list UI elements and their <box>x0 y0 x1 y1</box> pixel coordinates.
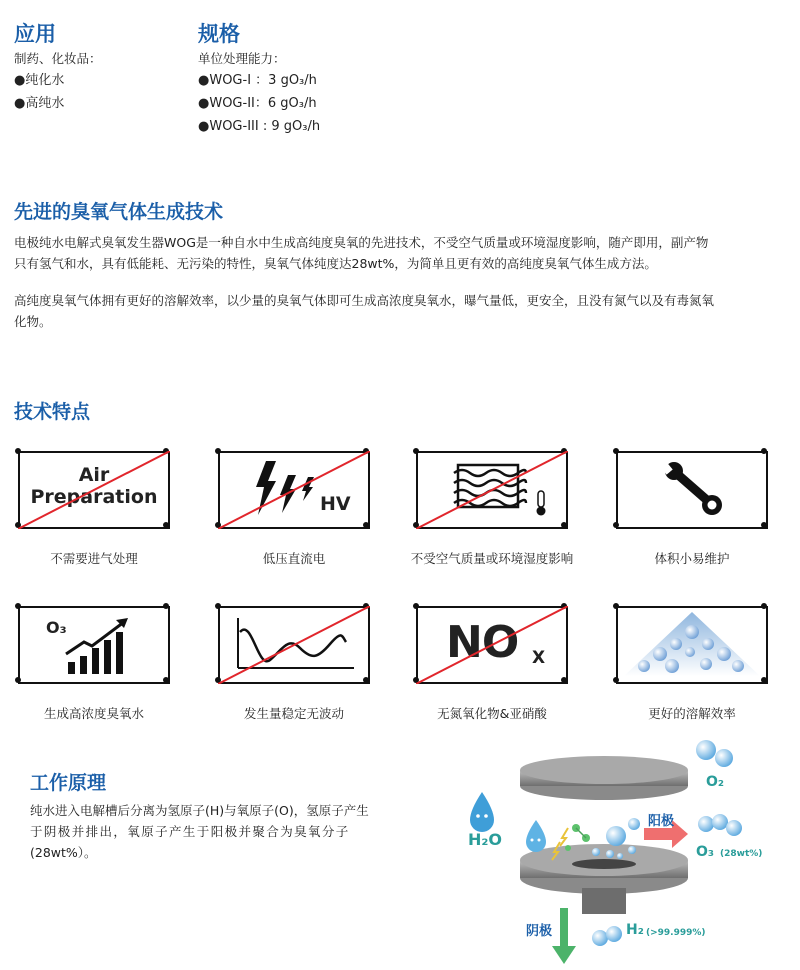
application-item: ●高纯水 <box>14 96 65 111</box>
tech-para2-line2: 化物。 <box>14 314 52 329</box>
x-label: X <box>532 648 546 668</box>
feature-caption: 不受空气质量或环境湿度影响 <box>410 551 574 566</box>
bubbles-icon <box>620 610 764 678</box>
h2-note: (>99.999%) <box>646 928 706 938</box>
feature-stable-output <box>214 602 374 686</box>
feature-caption: 生成高浓度臭氧水 <box>43 706 144 721</box>
wrench-icon <box>662 461 732 517</box>
feature-caption: 更好的溶解效率 <box>648 706 736 721</box>
rising-bars-icon <box>62 616 142 678</box>
application-title: 应用 <box>14 22 56 46</box>
spec-item: ●WOG-II：6 gO₃/h <box>198 96 317 111</box>
cathode-label: 阴极 <box>526 924 553 939</box>
feature-easy-maintenance <box>612 447 772 531</box>
principle-title: 工作原理 <box>30 772 107 794</box>
feature-dissolution <box>612 602 772 686</box>
feature-caption: 体积小易维护 <box>654 551 730 566</box>
principle-line3: (28wt%）。 <box>30 845 97 860</box>
preparation-label: Preparation <box>30 486 158 508</box>
features-title: 技术特点 <box>14 401 91 423</box>
principle-line2: 于阴极并排出，氧原子产生于阳极并聚合为臭氧分子 <box>30 824 350 839</box>
principle-line1: 纯水进入电解槽后分离为氢原子(H)与氧原子(O)，氢原子产生 <box>30 803 369 818</box>
feature-air-preparation <box>14 447 174 531</box>
spec-subtitle: 单位处理能力： <box>198 51 286 66</box>
tech-para1-line2: 只有氢气和水，具有低能耗、无污染的特性，臭氧气体纯度达28wt%，为简单且更有效的高纯度臭氧气体生成方法。 <box>14 256 657 271</box>
o3-note: (28wt%) <box>720 849 763 859</box>
no-label: NO <box>446 617 519 668</box>
feature-caption: 无氮氧化物&亚硝酸 <box>437 706 547 721</box>
tech-title: 先进的臭氧气体生成技术 <box>14 201 224 223</box>
tech-para1-line1: 电极纯水电解式臭氧发生器WOG是一种自水中生成高纯度臭氧的先进技术，不受空气质量或环境湿度影响，随产即用，副产物 <box>14 235 709 250</box>
o3-diagram-label: O₃ <box>696 844 715 860</box>
feature-caption: 低压直流电 <box>262 551 326 566</box>
hv-label: HV <box>320 493 351 515</box>
spec-item: ●WOG-III : 9 gO₃/h <box>198 119 321 134</box>
tech-para2-line1: 高纯度臭氧气体拥有更好的溶解效率，以少量的臭氧气体即可生成高浓度臭氧水，曝气量低，更安全，且没有氮气以及有毒氮氧 <box>14 293 715 308</box>
o3-label: O₃ <box>46 618 67 637</box>
anode-label: 阳极 <box>648 814 675 829</box>
h2-label: H₂ <box>626 922 644 938</box>
feature-low-voltage <box>214 447 374 531</box>
h2o-label: H₂O <box>468 830 502 849</box>
air-label: Air <box>78 464 110 486</box>
spec-item: ●WOG-I ：3 gO₃/h <box>198 73 317 88</box>
application-item: ●纯化水 <box>14 73 65 88</box>
feature-caption: 不需要进气处理 <box>50 551 138 566</box>
o2-label: O₂ <box>706 774 725 790</box>
feature-high-concentration <box>14 602 174 686</box>
feature-caption: 发生量稳定无波动 <box>243 706 344 721</box>
feature-no-nox <box>412 602 572 686</box>
spec-title: 规格 <box>198 22 240 46</box>
feature-humidity-independent <box>412 447 572 531</box>
application-subtitle: 制药、化妆品： <box>14 51 102 66</box>
